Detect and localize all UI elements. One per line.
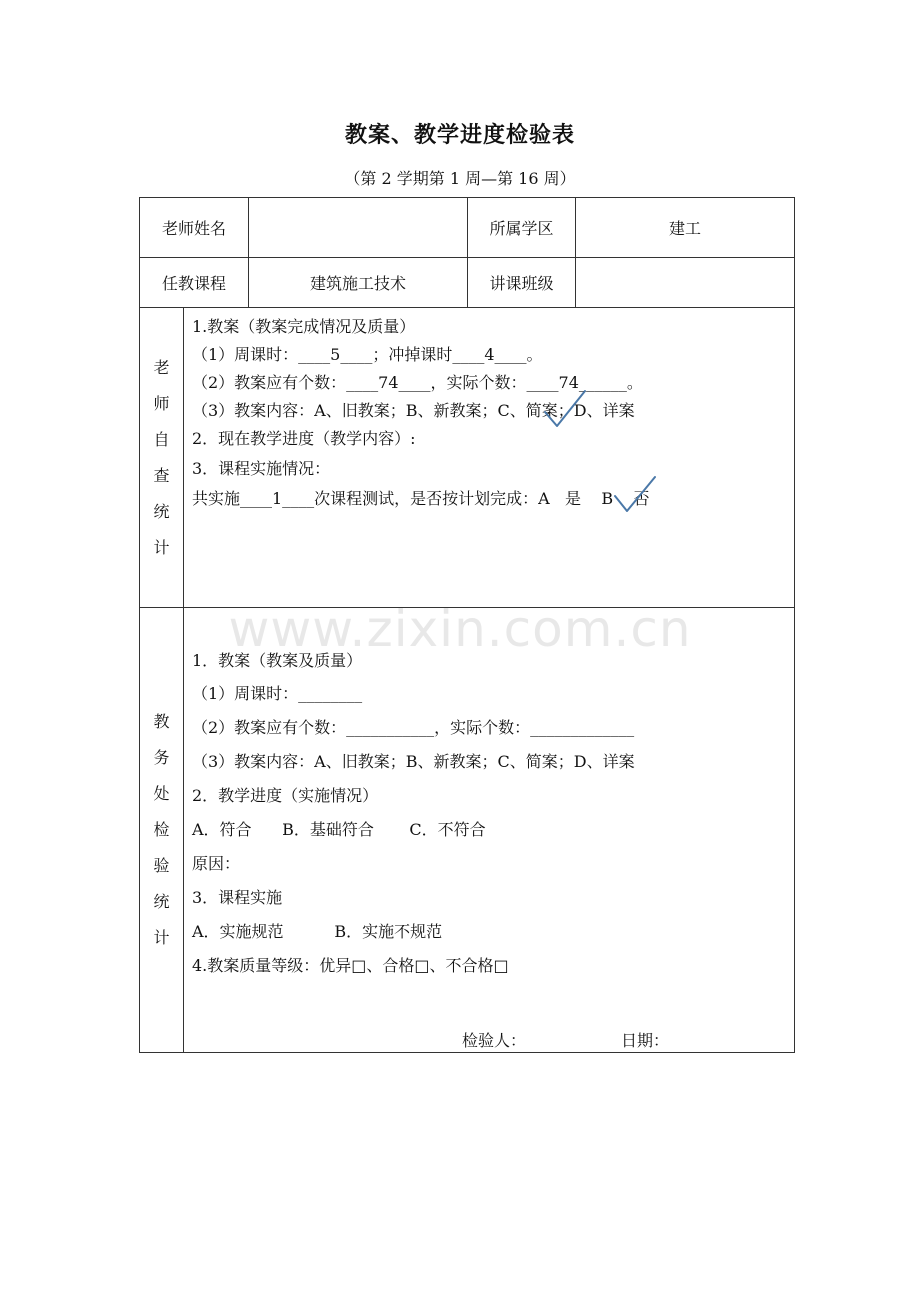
- self-check-line: （2）教案应有个数：____74____，实际个数：____74______。: [192, 373, 643, 392]
- office-check-line: （2）教案应有个数：___________，实际个数：_____________: [192, 718, 635, 737]
- checkmark-icon: [542, 388, 588, 430]
- self-check-line: （1）周课时：____5____；冲掉课时____4____。: [192, 345, 543, 364]
- class-label: 讲课班级: [468, 258, 576, 308]
- document-title: 教案、教学进度检验表: [344, 123, 575, 148]
- office-check-line: 2．教学进度（实施情况）: [192, 786, 379, 805]
- teacher-name-label: 老师姓名: [140, 198, 249, 258]
- self-check-line: 1.教案（教案完成情况及质量）: [192, 317, 416, 336]
- office-check-side-label: 教 务 处 检 验 统 计: [140, 608, 184, 1053]
- inspector-label: 检验人：: [462, 1031, 527, 1050]
- office-check-line: A．符合 B．基础符合 C．不符合: [192, 820, 486, 839]
- date-label: 日期：: [621, 1031, 670, 1050]
- office-check-section: [184, 608, 795, 1053]
- self-check-section: [184, 308, 795, 608]
- self-check-line: 共实施____1____次课程测试，是否按计划完成：A 是 B 否: [192, 489, 650, 508]
- teacher-name-value[interactable]: [249, 198, 468, 258]
- self-check-line: （3）教案内容：A、旧教案；B、新教案；C、简案；D、详案: [192, 401, 635, 420]
- office-check-line: 1．教案（教案及质量）: [192, 651, 363, 670]
- self-check-line: 2．现在教学进度（教学内容）:: [192, 429, 416, 448]
- self-check-side-label: 老 师 自 查 统 计: [140, 308, 184, 608]
- course-value[interactable]: 建筑施工技术: [249, 258, 468, 308]
- course-label: 任教课程: [140, 258, 249, 308]
- district-value[interactable]: 建工: [576, 198, 795, 258]
- office-check-line: A．实施规范 B．实施不规范: [192, 922, 443, 941]
- class-value[interactable]: [576, 258, 795, 308]
- office-check-line: （3）教案内容：A、旧教案；B、新教案；C、简案；D、详案: [192, 752, 635, 771]
- inspection-form: [139, 197, 795, 1053]
- office-check-line: 4.教案质量等级：优异□、合格□、不合格□: [192, 956, 509, 975]
- document-subtitle: （第 2 学期第 1 周—第 16 周）: [344, 169, 576, 188]
- district-label: 所属学区: [468, 198, 576, 258]
- checkmark-icon: [612, 474, 658, 516]
- self-check-line: 3．课程实施情况：: [192, 459, 331, 478]
- office-check-line: 3．课程实施: [192, 888, 283, 907]
- office-check-line: 原因：: [192, 854, 241, 873]
- watermark: www.zixin.com.cn: [228, 600, 692, 658]
- office-check-line: （1）周课时：________: [192, 684, 363, 703]
